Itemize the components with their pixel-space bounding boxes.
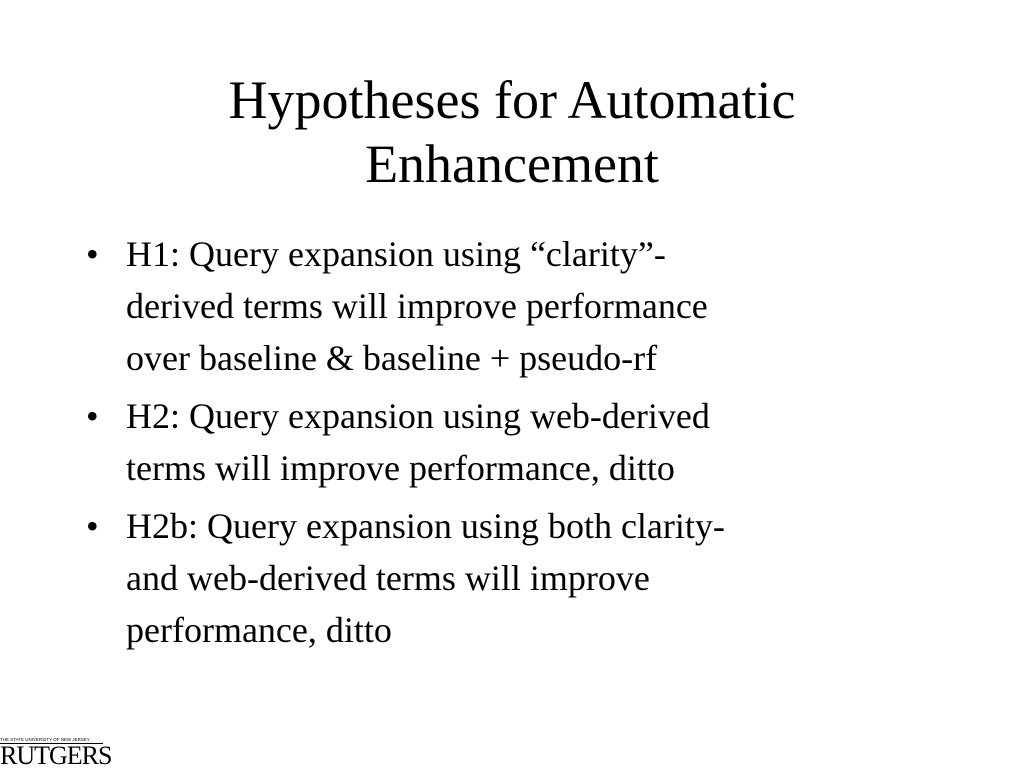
bullet-item — [86, 390, 916, 494]
bullet-icon: • — [86, 396, 99, 436]
bullet-list — [86, 228, 916, 662]
bullet-item — [86, 500, 916, 656]
slide-title-line: Enhancement — [365, 134, 659, 194]
bullet-icon: • — [86, 506, 99, 546]
bullet-text-line: H1: Query expansion using “clarity”- — [126, 234, 666, 274]
bullet-text-line: derived terms will improve performance — [126, 286, 708, 326]
bullet-text-line: H2b: Query expansion using both clarity- — [126, 506, 725, 546]
bullet-text-line: over baseline & baseline + pseudo-rf — [126, 338, 658, 378]
slide-title — [62, 68, 962, 196]
bullet-item — [86, 228, 916, 384]
rutgers-logo — [0, 737, 112, 770]
bullet-text-line: H2: Query expansion using web-derived — [126, 396, 710, 436]
bullet-text-line: performance, ditto — [126, 610, 392, 650]
bullet-text-line: and web-derived terms will improve — [126, 558, 650, 598]
slide-title-line: Hypotheses for Automatic — [228, 70, 796, 130]
logo-tagline: THE STATE UNIVERSITY OF NEW JERSEY — [0, 737, 90, 742]
logo-wordmark: RUTGERS — [0, 741, 112, 770]
bullet-text-line: terms will improve performance, ditto — [126, 448, 675, 488]
bullet-icon: • — [86, 234, 99, 274]
